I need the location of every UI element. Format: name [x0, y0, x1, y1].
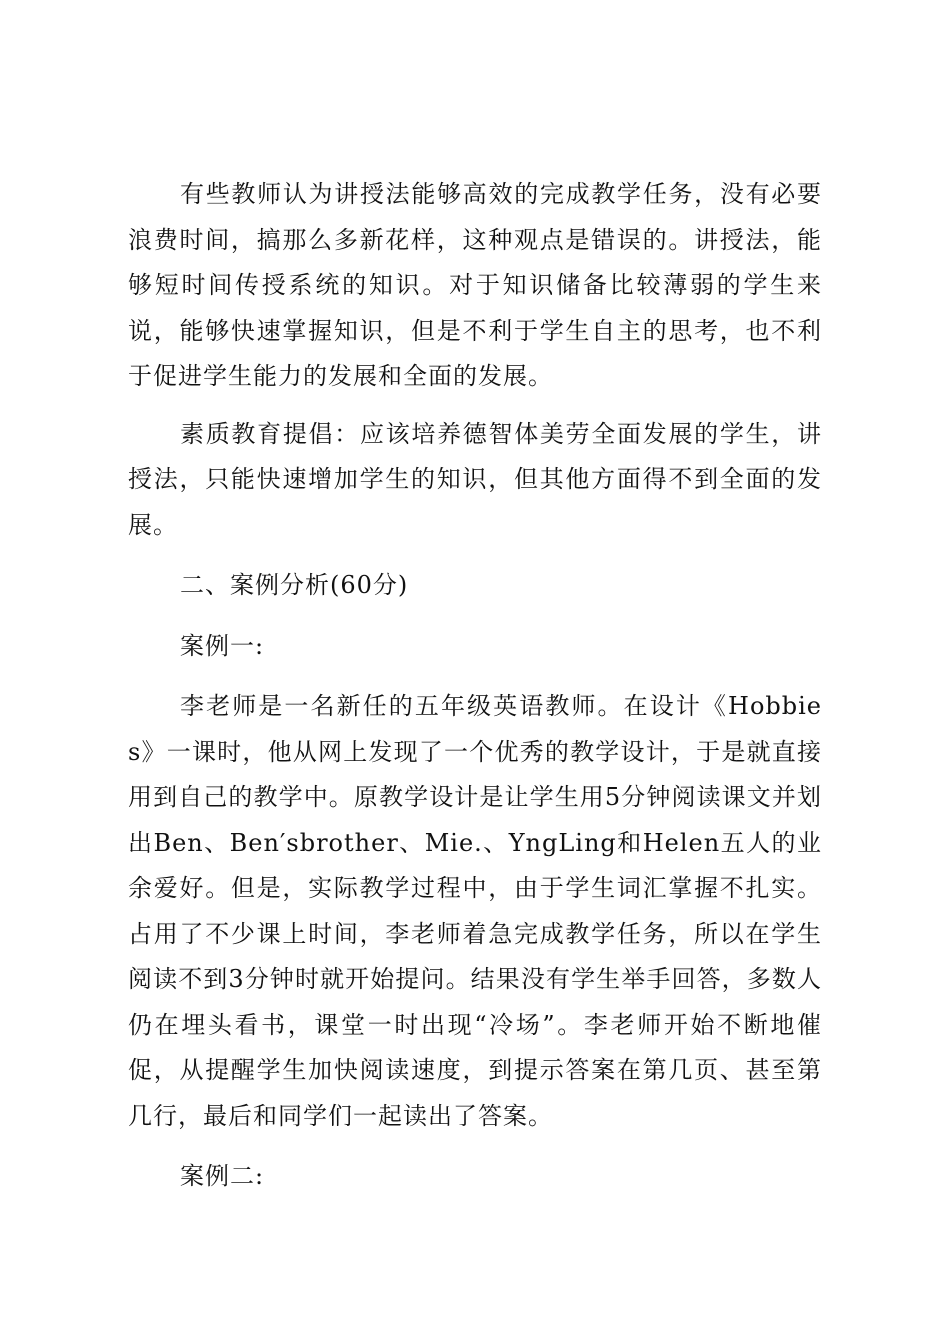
paragraph-quality-education: 素质教育提倡：应该培养德智体美劳全面发展的学生，讲授法，只能快速增加学生的知识，但其他方面得不到全面的发展。 [128, 419, 822, 539]
case-one-body: 李老师是一名新任的五年级英语教师。在设计《Hobbies》一课时，他从网上发现了一个优秀的教学设计，于是就直接用到自己的教学中。原教学设计是让学生用5分钟阅读课文并划出Ben、Ben′sbrother、Mie.、YngLing和Helen五人的业余爱好。但是，实际教学过程中，由于学生词汇掌握不扎实。占用了不少课上时间，李老师着急完成教学任务，所以在学生阅读不到3分钟时就开始提问。结果没有学生举手回答，多数人仍在埋头看书，课堂一时出现“冷场”。李老师开始不断地催促，从提醒学生加快阅读速度，到提示答案在第几页、甚至第几行，最后和同学们一起读出了答案。 [128, 692, 822, 1130]
case-two-label: 案例二: [180, 1162, 265, 1190]
document-page [128, 172, 822, 1200]
case-one-label: 案例一: [180, 631, 265, 660]
section-heading-case-analysis: 二、案例分析(60分) [180, 571, 409, 599]
paragraph-lecture-method: 有些教师认为讲授法能够高效的完成教学任务，没有必要浪费时间，搞那么多新花样，这种观点是错误的。讲授法，能够短时间传授系统的知识。对于知识储备比较薄弱的学生来说，能够快速掌握知识，但是不利于学生自主的思考，也不利于促进学生能力的发展和全面的发展。 [128, 180, 822, 390]
